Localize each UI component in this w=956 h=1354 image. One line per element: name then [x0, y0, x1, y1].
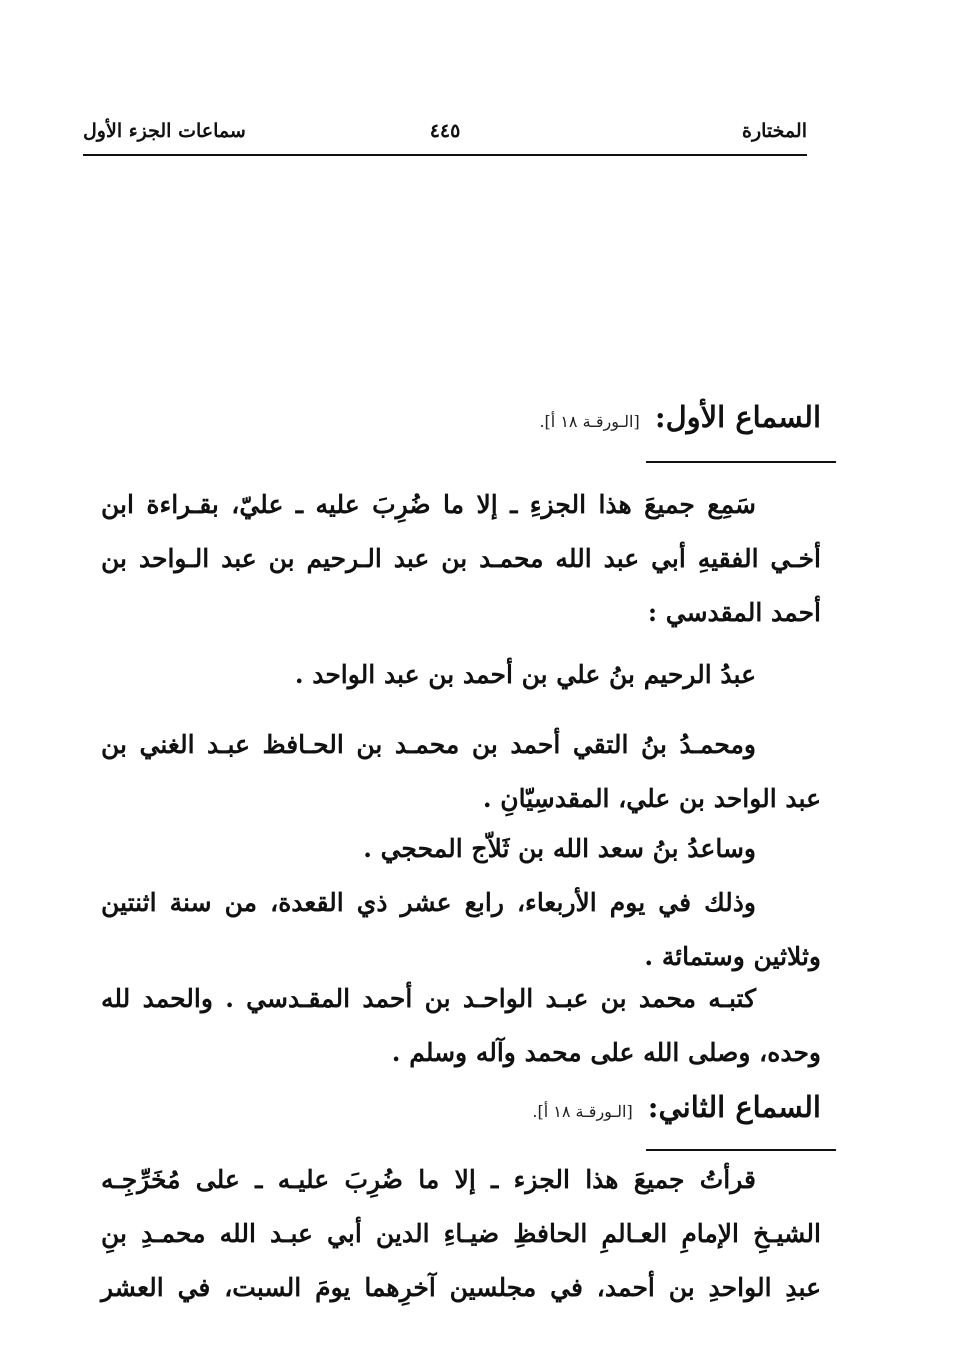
samaa-1-paragraph-5: وذلك في يوم الأربعاء، رابع عشر ذي القعدة، من سنة اثنتين وثلاثين وستمائة . [101, 888, 821, 971]
samaa-2-heading-rule [646, 1149, 836, 1151]
section-title: سماعات الجزء الأول [83, 120, 246, 142]
samaa-2-title: السماع الثاني [658, 1090, 821, 1124]
samaa-1-paragraph-3: ومحمـدُ بنُ التقي أحمد بن محمـد بن الحـافظ عبـد الغني بن عبد الواحد بن علي، المقدسِيّانِ . [101, 730, 821, 813]
page-number: ٤٤٥ [429, 120, 461, 142]
book-title: المختارة [742, 120, 807, 142]
samaa-1-paragraph-6: كتبـه محمد بن عبـد الواحـد بن أحمد المقـدسي . والحمد لله وحده، وصلى الله على محمد وآله وسلم . [101, 984, 821, 1067]
samaa-1-heading: السماع الأول: [الـورقـة ١٨ أ]. [539, 400, 821, 434]
samaa-1-heading-rule [646, 461, 836, 463]
samaa-1-folio-ref: [الـورقـة ١٨ أ]. [539, 412, 640, 431]
samaa-2-heading: السماع الثاني: [الـورقـة ١٨ أ]. [532, 1090, 821, 1124]
running-header [83, 110, 807, 156]
samaa-2-folio-ref: [الـورقـة ١٨ أ]. [532, 1102, 633, 1121]
samaa-1-title: السماع الأول [665, 400, 821, 434]
samaa-2-paragraph-1: قرأتُ جميعَ هذا الجزء ـ إلا ما ضُرِبَ عليـه ـ على مُخَرِّجِـه الشيـخِ الإمامِ العـالمِ الحافظِ ضيـاءِ الدين أبي عبـد الله محمـدِ بنِ عبدِ الواحدِ بن أحمد، في مجلسين آخرِهما يومَ السبت، في العشر [101, 1165, 821, 1302]
samaa-1-paragraph-2: عبدُ الرحيم بنُ علي بن أحمد بن عبد الواحد . [294, 660, 756, 689]
samaa-1-paragraph-4: وساعدُ بنُ سعد الله بن ثَلاّج المحجي . [363, 834, 756, 863]
samaa-1-paragraph-1: سَمِع جميعَ هذا الجزءِ ـ إلا ما ضُرِبَ عليه ـ عليّ، بقـراءة ابن أخـي الفقيهِ أبي عبد الله محمـد بن عبد الـرحيم بن عبد الـواحد بن أحمد المقدسي : [101, 490, 821, 627]
